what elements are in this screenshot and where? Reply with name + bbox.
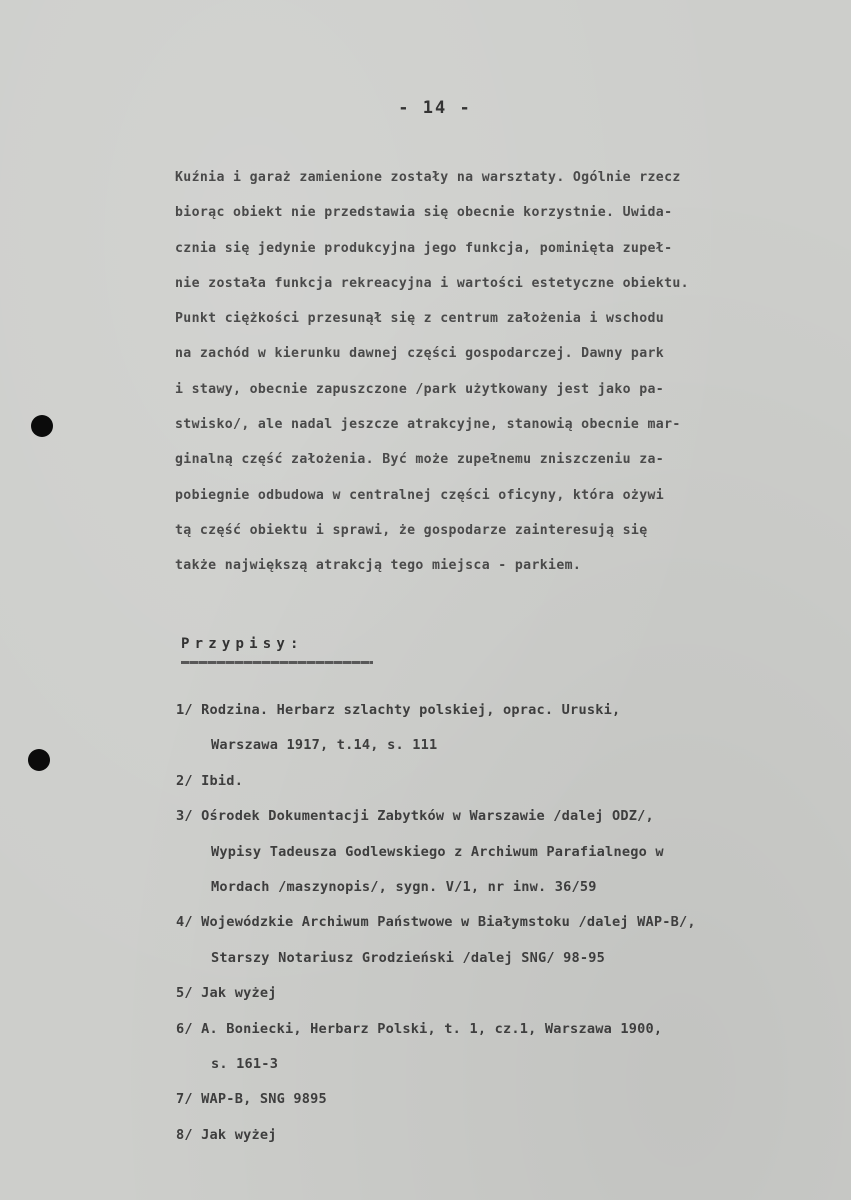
footnote-line: Warszawa 1917, t.14, s. 111 <box>211 737 438 754</box>
punch-hole-upper <box>31 415 53 437</box>
footnote-line: s. 161-3 <box>211 1056 279 1073</box>
body-line: Punkt ciężkości przesunął się z centrum założenia i wschodu <box>175 311 665 327</box>
body-line: Kuźnia i garaż zamienione zostały na warsztaty. Ogólnie rzecz <box>175 170 681 185</box>
punch-hole-lower <box>28 749 50 771</box>
footnote-line: Mordach /maszynopis/, sygn. V/1, nr inw. 36/59 <box>211 879 597 896</box>
body-line: stwisko/, ale nadal jeszcze atrakcyjne, stanowią obecnie mar- <box>175 417 681 433</box>
footnote-line: Starszy Notariusz Grodzieński /dalej SNG/ 98-95 <box>211 949 606 966</box>
heading-underline <box>181 661 373 664</box>
footnote-line: 8/ Jak wyżej <box>176 1126 277 1143</box>
footnote-line: 6/ A. Boniecki, Herbarz Polski, t. 1, cz.1, Warszawa 1900, <box>176 1020 663 1037</box>
body-line: na zachód w kierunku dawnej części gospodarczej. Dawny park <box>175 346 665 362</box>
footnotes-list <box>176 693 841 1153</box>
page-number: - 14 - <box>398 98 472 118</box>
footnote-line: 3/ Ośrodek Dokumentacji Zabytków w Warszawie /dalej ODZ/, <box>176 808 654 825</box>
body-line: także największą atrakcją tego miejsca - parkiem. <box>175 558 582 574</box>
footnote-line: 7/ WAP-B, SNG 9895 <box>176 1091 327 1108</box>
footnote-line: Wypisy Tadeusza Godlewskiego z Archiwum Parafialnego w <box>211 843 664 860</box>
footnote-line: 1/ Rodzina. Herbarz szlachty polskiej, oprac. Uruski, <box>176 702 621 718</box>
body-line: cznia się jedynie produkcyjna jego funkcja, pominięta zupeł- <box>175 240 673 256</box>
footnote-line: 5/ Jak wyżej <box>176 985 277 1002</box>
body-line: tą część obiektu i sprawi, że gospodarze zainteresują się <box>175 522 648 538</box>
body-line: pobiegnie odbudowa w centralnej części oficyny, która ożywi <box>175 487 665 503</box>
footnote-line: 2/ Ibid. <box>176 772 244 789</box>
footnotes-heading: Przypisy: <box>181 636 304 652</box>
body-line: nie została funkcja rekreacyjna i wartości estetyczne obiektu. <box>175 275 689 291</box>
body-line: i stawy, obecnie zapuszczone /park użytkowany jest jako pa- <box>175 381 665 397</box>
body-paragraph <box>175 160 835 584</box>
footnote-line: 4/ Wojewódzkie Archiwum Państwowe w Białymstoku /dalej WAP-B/, <box>176 914 696 931</box>
body-line: ginalną część założenia. Być może zupełnemu zniszczeniu za- <box>175 452 665 468</box>
body-line: biorąc obiekt nie przedstawia się obecnie korzystnie. Uwida- <box>175 205 673 221</box>
